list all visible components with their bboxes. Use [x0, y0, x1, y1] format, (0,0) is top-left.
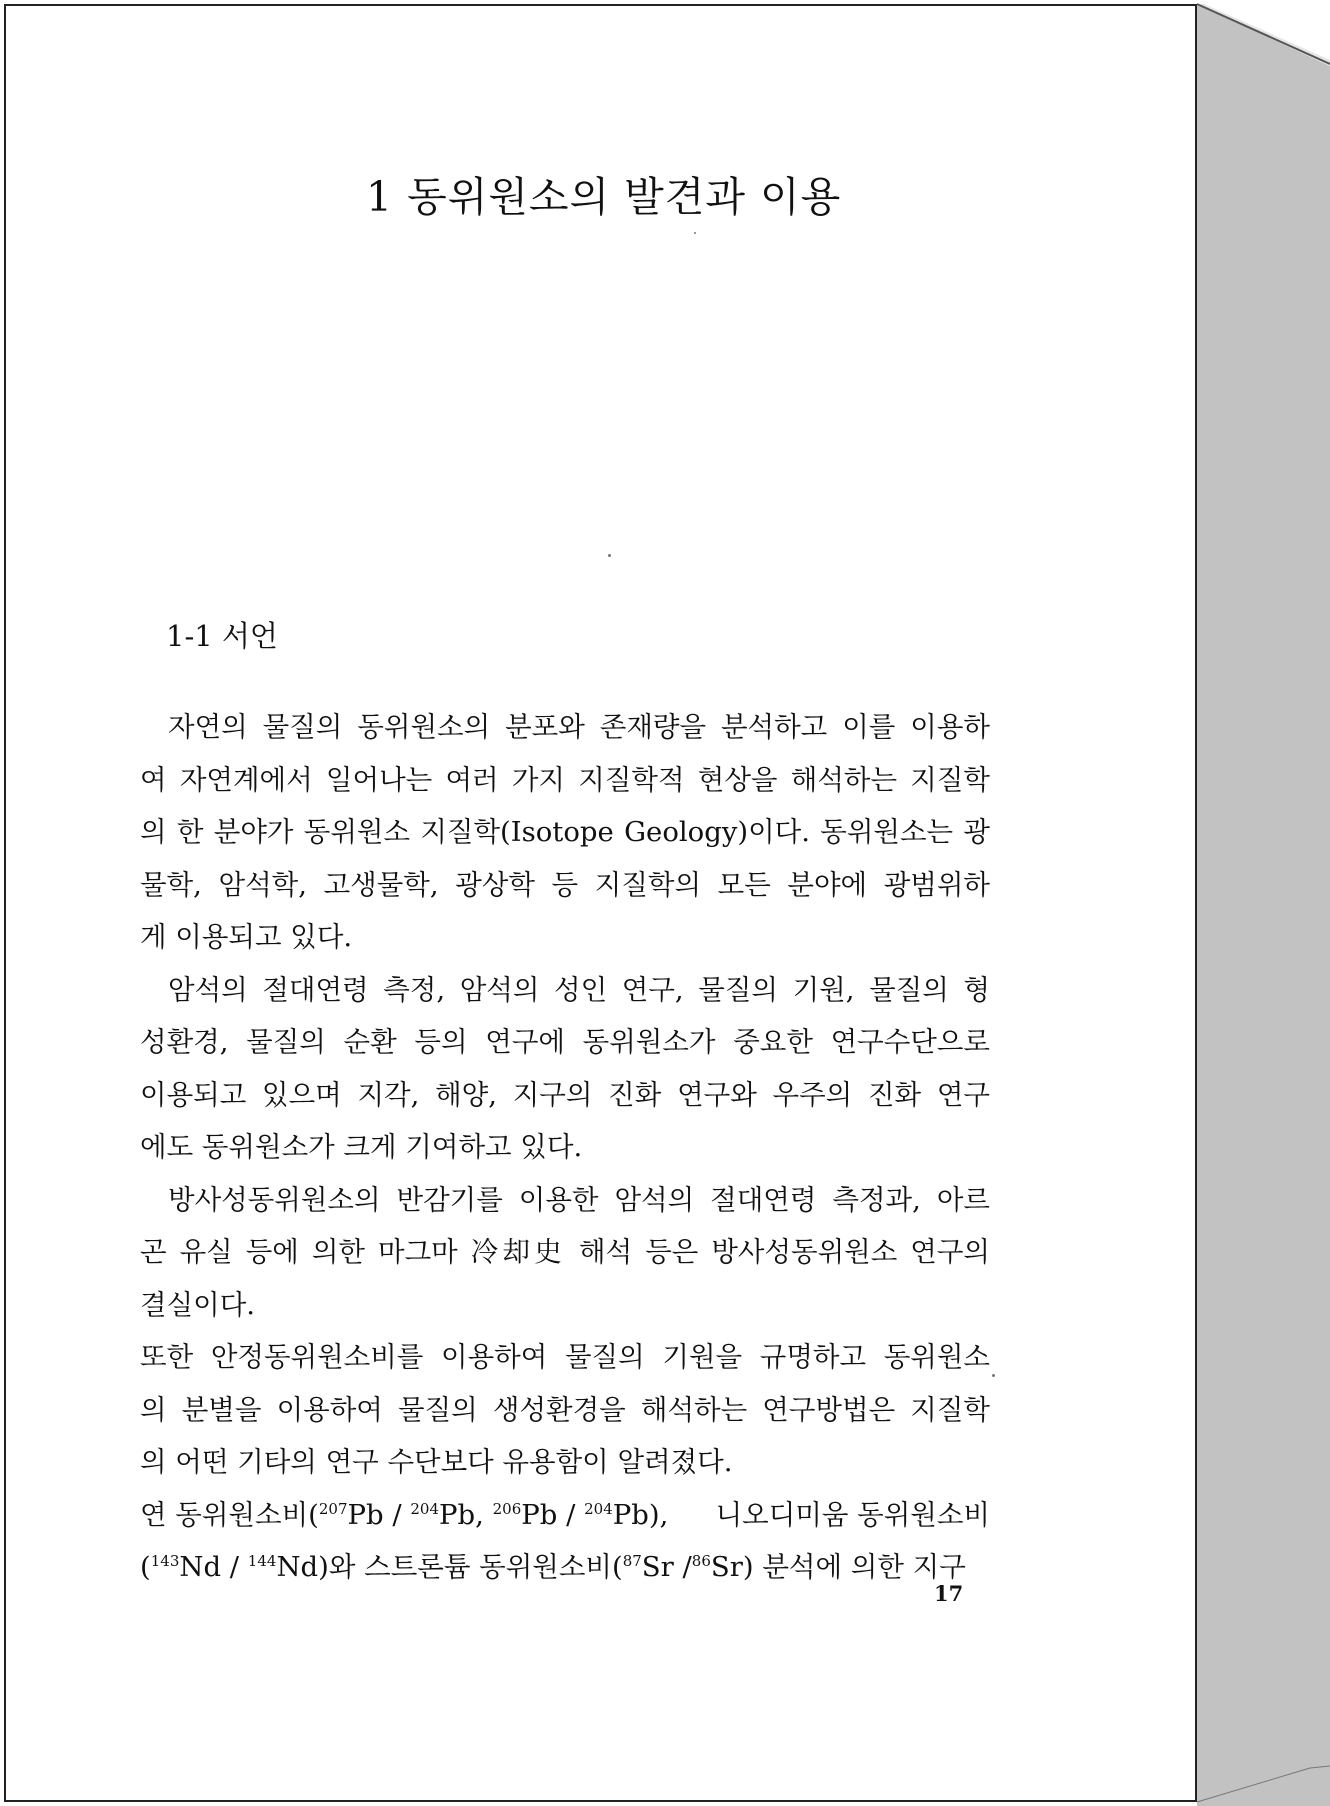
- isotope-ratio-text: 연 동위원소비($^{207}$Pb / $^{204}$Pb, $^{206}$Pb / $^{204}$Pb),: [140, 1498, 669, 1531]
- isotope-line: ($^{143}$Nd / $^{144}$Nd)와 스트론튬 동위원소비($^{87}$Sr /$^{86}$Sr) 분석에 의한 지구: [140, 1551, 966, 1583]
- text-line: 물학, 암석학, 고생물학, 광상학 등 지질학의 모든 분야에 광범위하: [140, 868, 990, 901]
- text-line: 곤 유실 등에 의한 마그마 冷却史 해석 등은 방사성동위원소 연구의: [140, 1236, 990, 1268]
- scan-speck: [608, 554, 611, 557]
- text-line: 암석의 절대연령 측정, 암석의 성인 연구, 물질의 기원, 물질의 형: [168, 973, 990, 1006]
- text-line: 방사성동위원소의 반감기를 이용한 암석의 절대연령 측정과, 아르: [168, 1183, 990, 1216]
- page-number: 17: [934, 1581, 964, 1606]
- isotope-line: [140, 1489, 990, 1542]
- text-line: 의 어떤 기타의 연구 수단보다 유용함이 알려졌다.: [140, 1446, 733, 1478]
- text-line: 에도 동위원소가 크게 기여하고 있다.: [140, 1131, 583, 1163]
- text-line: 자연의 물질의 동위원소의 분포와 존재량을 분석하고 이를 이용하: [168, 711, 990, 743]
- text-line: 이용되고 있으며 지각, 해양, 지구의 진화 연구와 우주의 진화 연구: [140, 1078, 990, 1111]
- text-line: 또한 안정동위원소비를 이용하여 물질의 기원을 규명하고 동위원소: [140, 1341, 990, 1373]
- isotope-line-suffix: 니오디미움 동위원소비: [715, 1498, 990, 1531]
- body-text: [140, 701, 990, 1594]
- text-line: 성환경, 물질의 순환 등의 연구에 동위원소가 중요한 연구수단으로: [140, 1026, 990, 1058]
- text-line: 게 이용되고 있다.: [140, 921, 353, 953]
- scan-speck: [694, 232, 696, 234]
- text-line: 결실이다.: [140, 1288, 256, 1321]
- text-line: 의 분별을 이용하여 물질의 생성환경을 해석하는 연구방법은 지질학: [140, 1393, 990, 1426]
- section-heading: 1-1 서언: [166, 619, 278, 653]
- chapter-title: 1 동위원소의 발견과 이용: [366, 173, 842, 221]
- text-line: 여 자연계에서 일어나는 여러 가지 지질학적 현상을 해석하는 지질학: [140, 763, 990, 796]
- text-line: 의 한 분야가 동위원소 지질학(Isotope Geology)이다. 동위원소는 광: [140, 816, 990, 848]
- scan-speck: [992, 1374, 995, 1377]
